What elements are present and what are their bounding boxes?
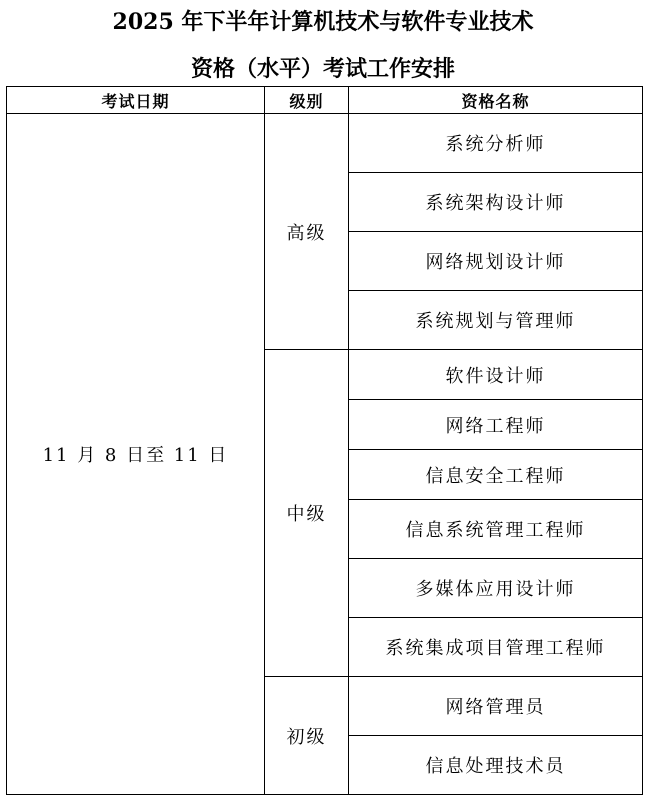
level-cell-senior: 高级 — [265, 114, 349, 350]
qualification-cell: 多媒体应用设计师 — [349, 559, 643, 618]
header-qualification-name: 资格名称 — [349, 87, 643, 114]
qualification-cell: 软件设计师 — [349, 350, 643, 400]
qualification-cell: 系统集成项目管理工程师 — [349, 618, 643, 677]
header-level: 级别 — [265, 87, 349, 114]
document-title-line-2: 资格（水平）考试工作安排 — [190, 56, 455, 82]
table-row — [7, 114, 643, 173]
exam-schedule-table — [6, 86, 643, 795]
document-title-line-1: 2025 年下半年计算机技术与软件专业技术 — [112, 9, 534, 35]
qualification-cell: 网络规划设计师 — [349, 232, 643, 291]
qualification-cell: 信息处理技术员 — [349, 736, 643, 795]
exam-date-cell: 11 月 8 日至 11 日 — [7, 114, 265, 795]
level-cell-intermediate: 中级 — [265, 350, 349, 677]
qualification-cell: 信息系统管理工程师 — [349, 500, 643, 559]
qualification-cell: 系统规划与管理师 — [349, 291, 643, 350]
qualification-cell: 信息安全工程师 — [349, 450, 643, 500]
qualification-cell: 网络管理员 — [349, 677, 643, 736]
qualification-cell: 网络工程师 — [349, 400, 643, 450]
header-exam-date: 考试日期 — [7, 87, 265, 114]
qualification-cell: 系统架构设计师 — [349, 173, 643, 232]
table-header-row — [7, 87, 643, 114]
qualification-cell: 系统分析师 — [349, 114, 643, 173]
level-cell-junior: 初级 — [265, 677, 349, 795]
